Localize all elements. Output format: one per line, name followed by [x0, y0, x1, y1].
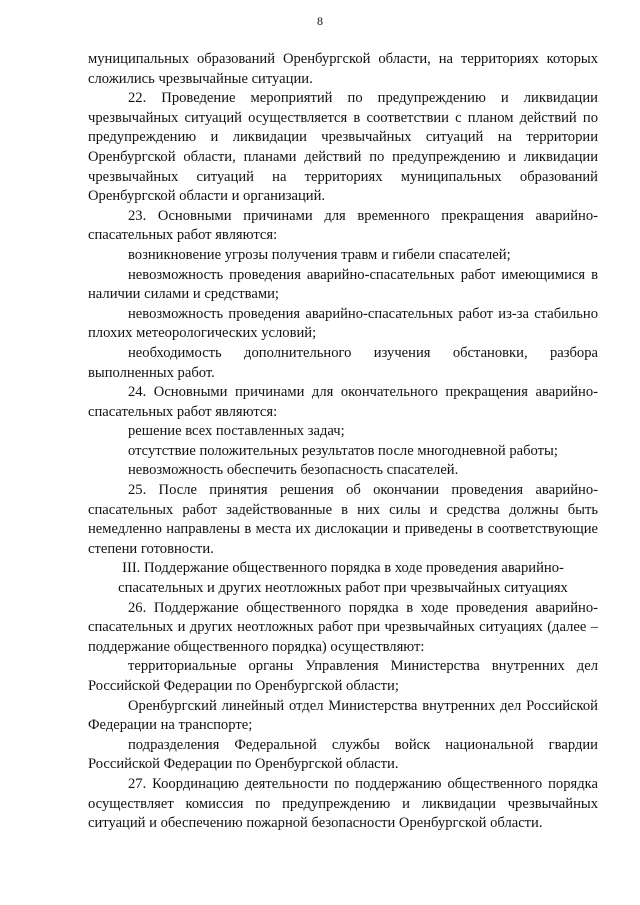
list-item: территориальные органы Управления Министерства внутренних дел Российской Федерации по Оренбургской области; — [88, 658, 598, 694]
list-item: Оренбургский линейный отдел Министерства внутренних дел Российской Федерации на транспорте; — [88, 697, 598, 734]
document-body — [88, 50, 598, 834]
paragraph-27: 27. Координацию деятельности по поддержанию общественного порядка осуществляет комиссия по предупреждению и ликвидации чрезвычайных ситуаций и обеспечению пожарной безопасности Оренбургской области. — [88, 775, 598, 832]
list-item: возникновение угрозы получения травм и гибели спасателей; — [128, 246, 511, 263]
list-item: отсутствие положительных результатов после многодневной работы; — [128, 442, 558, 459]
page-number: 8 — [317, 14, 323, 28]
paragraph-continuation: муниципальных образований Оренбургской области, на территориях которых сложились чрезвычайные ситуации. — [88, 51, 598, 87]
paragraph-24: 24. Основными причинами для окончательного прекращения аварийно-спасательных работ являются: — [88, 384, 598, 420]
section-heading: III. Поддержание общественного порядка в ходе проведения аварийно-спасательных и других неотложных работ при чрезвычайных ситуациях — [118, 560, 568, 597]
paragraph-26: 26. Поддержание общественного порядка в ходе проведения аварийно-спасательных и других неотложных работ при чрезвычайных ситуациях (далее – поддержание общественного порядка) осуществляют: — [88, 599, 598, 655]
paragraph-22: 22. Проведение мероприятий по предупреждению и ликвидации чрезвычайных ситуаций осуществляется в соответствии с планом действий по предупреждению и ликвидации чрезвычайных ситуаций на территории Оренбургской области, планами действий по предупреждению и ликвидации чрезвычайных ситуаций на территориях муниципальных образований Оренбургской области и организаций. — [88, 90, 598, 205]
paragraph-23: 23. Основными причинами для временного прекращения аварийно-спасательных работ являются: — [88, 207, 598, 244]
list-item: невозможность проведения аварийно-спасательных работ из-за стабильно плохих метеорологических условий; — [88, 305, 598, 342]
list-item: подразделения Федеральной службы войск национальной гвардии Российской Федерации по Оренбургской области. — [88, 736, 598, 773]
list-item: невозможность проведения аварийно-спасательных работ имеющимися в наличии силами и средствами; — [88, 266, 598, 303]
paragraph-25: 25. После принятия решения об окончании проведения аварийно-спасательных работ задействованные в них силы и средства должны быть немедленно направлены в места их дислокации и приведены в соответствующие степени готовности. — [88, 482, 598, 557]
list-item: решение всех поставленных задач; — [128, 423, 345, 440]
list-item: невозможность обеспечить безопасность спасателей. — [128, 462, 459, 479]
list-item: необходимость дополнительного изучения обстановки, разбора выполненных работ. — [88, 344, 598, 381]
